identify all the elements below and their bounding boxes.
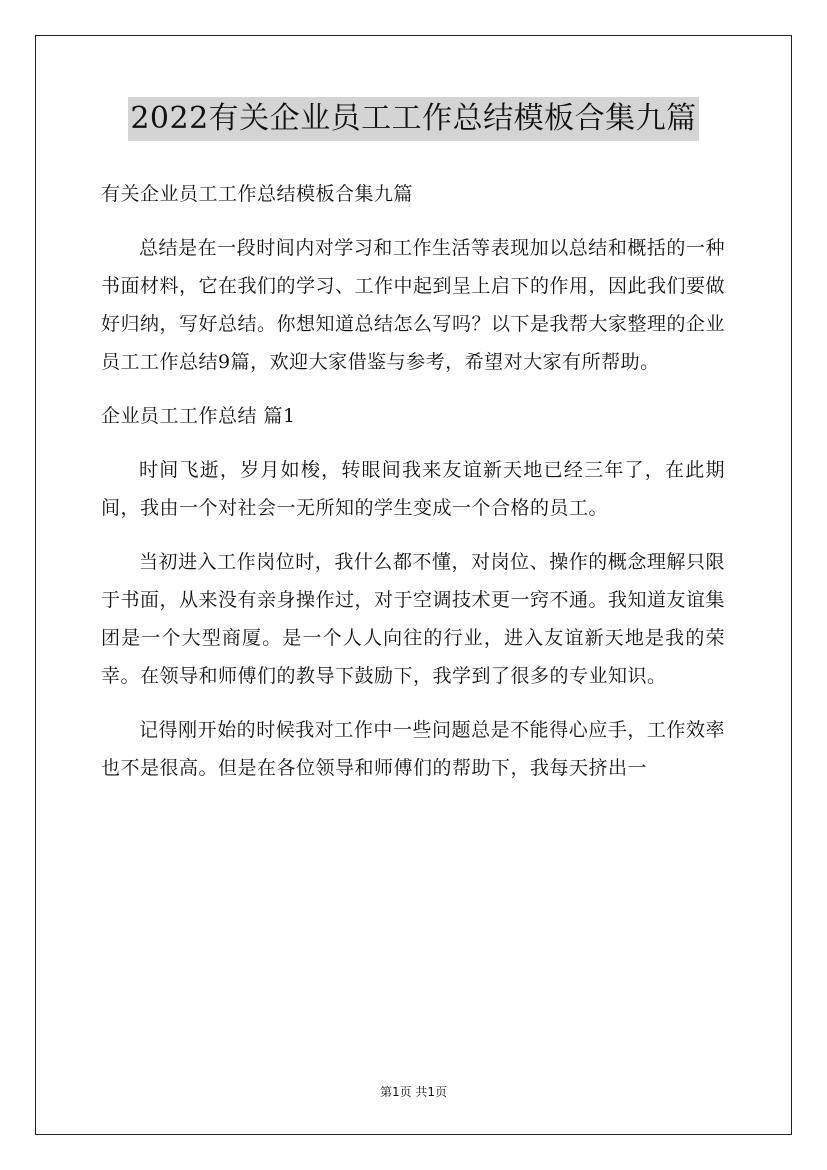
body-paragraph: 记得刚开始的时候我对工作中一些问题总是不能得心应手，工作效率也不是很高。但是在各位领导和师傅们的帮助下，我每天挤出一	[101, 719, 725, 779]
body-paragraph: 时间飞逝，岁月如梭，转眼间我来友谊新天地已经三年了，在此期间，我由一个对社会一无所知的学生变成一个合格的员工。	[101, 459, 725, 519]
title-container	[0, 97, 827, 141]
section-heading: 企业员工工作总结 篇1	[101, 405, 296, 427]
document-body	[101, 175, 725, 803]
document-title: 2022有关企业员工工作总结模板合集九篇	[128, 97, 698, 141]
document-subtitle: 有关企业员工工作总结模板合集九篇	[101, 183, 414, 205]
page-footer: 第1页 共1页	[379, 1085, 448, 1099]
intro-paragraph: 总结是在一段时间内对学习和工作生活等表现加以总结和概括的一种书面材料，它在我们的学习、工作中起到呈上启下的作用，因此我们要做好归纳，写好总结。你想知道总结怎么写吗？以下是我帮大家整理的企业员工工作总结9篇，欢迎大家借鉴与参考，希望对大家有所帮助。	[101, 237, 726, 373]
body-paragraph: 当初进入工作岗位时，我什么都不懂，对岗位、操作的概念理解只限于书面，从来没有亲身操作过，对于空调技术更一窍不通。我知道友谊集团是一个大型商厦。是一个人人向往的行业，进入友谊新天地是我的荣幸。在领导和师傅们的教导下鼓励下，我学到了很多的专业知识。	[101, 551, 726, 687]
